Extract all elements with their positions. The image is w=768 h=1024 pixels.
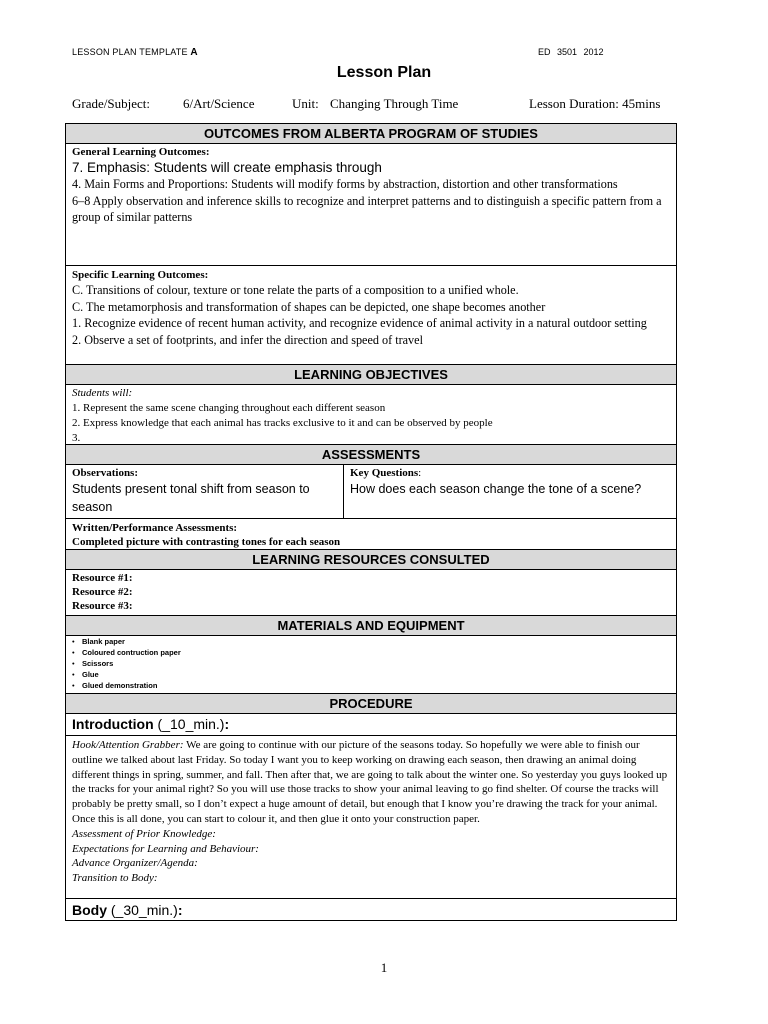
assessments-split: [65, 464, 677, 519]
objectives-section: [65, 384, 677, 444]
key-questions-cell: [344, 464, 676, 518]
material-item: • Scissors: [72, 659, 114, 668]
written-assessment-section: [65, 519, 677, 549]
bullet-icon: •: [72, 637, 75, 646]
hook-label: Hook/Attention Grabber:: [72, 739, 184, 751]
material-item: • Glued demonstration: [72, 681, 158, 690]
objectives-intro: Students will:: [72, 387, 133, 399]
objectives-heading: LEARNING OBJECTIVES: [65, 364, 677, 385]
resources-section: [65, 569, 677, 615]
material-item: • Glue: [72, 670, 99, 679]
introduction-title: Introduction (_10_min.):: [72, 716, 230, 732]
specific-outcome-item: 1. Recognize evidence of recent human activity, and recognize evidence of animal activity in a natural outdoor setting: [72, 316, 647, 330]
bullet-icon: •: [72, 659, 75, 668]
body-title: Body (_30_min.):: [72, 902, 183, 918]
materials-heading: MATERIALS AND EQUIPMENT: [65, 615, 677, 636]
bullet-icon: •: [72, 681, 75, 690]
hook-paragraph: [72, 738, 670, 827]
prompt-expectations: Expectations for Learning and Behaviour:: [72, 842, 259, 855]
introduction-body: [65, 736, 677, 899]
resources-heading: LEARNING RESOURCES CONSULTED: [65, 549, 677, 570]
outcomes-heading: OUTCOMES FROM ALBERTA PROGRAM OF STUDIES: [65, 123, 677, 144]
prompt-prior-knowledge: Assessment of Prior Knowledge:: [72, 827, 216, 840]
written-assessment-label: Written/Performance Assessments:: [72, 522, 238, 534]
general-outcome-item: 6–8 Apply observation and inference skills to recognize and interpret patterns and to distinguish a specific pattern from a group of similar patterns: [72, 193, 662, 224]
observations-label: Observations:: [72, 467, 138, 479]
objective-item: 2. Express knowledge that each animal has tracks exclusive to it and can be observed by people: [72, 417, 493, 429]
template-letter: A: [190, 47, 198, 58]
general-outcomes-label: General Learning Outcomes:: [72, 146, 210, 158]
lesson-duration: Lesson Duration: 45mins: [529, 96, 661, 111]
observations-text: Students present tonal shift from season to season: [72, 482, 310, 514]
observations-cell: [66, 464, 344, 518]
key-questions-text: How does each season change the tone of a scene?: [350, 482, 642, 496]
bullet-icon: •: [72, 648, 75, 657]
assessments-heading: ASSESSMENTS: [65, 444, 677, 465]
page-title: Lesson Plan: [336, 64, 432, 81]
key-questions-label: Key Questions:: [350, 467, 422, 479]
objective-item: 1. Represent the same scene changing throughout each different season: [72, 402, 386, 414]
bullet-icon: •: [72, 670, 75, 679]
objective-item: 3.: [72, 432, 81, 444]
hook-text: We are going to continue with our picture of the seasons today. So hopefully we were able to finish our outline we talked about last Friday. So today I want you to keep working on drawing each season, then drawing an animal doing different things in spring, summer, and fall. Then after that, we are going to talk about the winter one. So yesterday you guys looked up the tracks for your animal right? So you will use those tracks to show your animal leaving to go find shelter. Of course the tracks will probably be pretty small, so I don’t expect a huge amount of detail, but enough that I know you’re drawing the track for your animal. Once this is all done, you can start to colour it, and then glue it onto your construction paper.: [72, 739, 668, 825]
grade-label: Grade/Subject:: [72, 96, 150, 111]
page-number: 1: [380, 960, 388, 975]
body-header: [65, 899, 677, 921]
resource-item: Resource #3:: [72, 600, 133, 612]
material-item: • Blank paper: [72, 637, 125, 646]
prompt-transition: Transition to Body:: [72, 872, 158, 885]
unit-value: Changing Through Time: [330, 96, 459, 111]
specific-outcomes-section: [65, 266, 677, 364]
general-outcome-item: 7. Emphasis: Students will create emphasis through: [72, 160, 382, 175]
resource-item: Resource #2:: [72, 586, 133, 598]
written-assessment-text: Completed picture with contrasting tones for each season: [72, 536, 341, 548]
procedure-heading: PROCEDURE: [65, 693, 677, 714]
prompt-advance-organizer: Advance Organizer/Agenda:: [72, 857, 198, 870]
specific-outcome-item: C. Transitions of colour, texture or tone relate the parts of a composition to a unified whole.: [72, 283, 519, 297]
specific-outcome-item: 2. Observe a set of footprints, and infer the direction and speed of travel: [72, 332, 423, 347]
general-outcome-item: 4. Main Forms and Proportions: Students will modify forms by abstraction, distortion and other transformations: [72, 177, 618, 191]
material-item: • Coloured contruction paper: [72, 648, 181, 657]
general-outcomes-section: [65, 143, 677, 266]
grade-value: 6/Art/Science: [183, 96, 255, 111]
specific-outcome-item: C. The metamorphosis and transformation of shapes can be depicted, one shape becomes another: [72, 299, 546, 314]
materials-section: [65, 635, 677, 693]
template-label: LESSON PLAN TEMPLATE A: [72, 47, 198, 58]
introduction-header: [65, 713, 677, 736]
specific-outcomes-label: Specific Learning Outcomes:: [72, 269, 209, 281]
unit-label: Unit:: [292, 96, 319, 111]
course-code: ED 3501 2012: [538, 47, 604, 57]
resource-item: Resource #1:: [72, 572, 133, 584]
